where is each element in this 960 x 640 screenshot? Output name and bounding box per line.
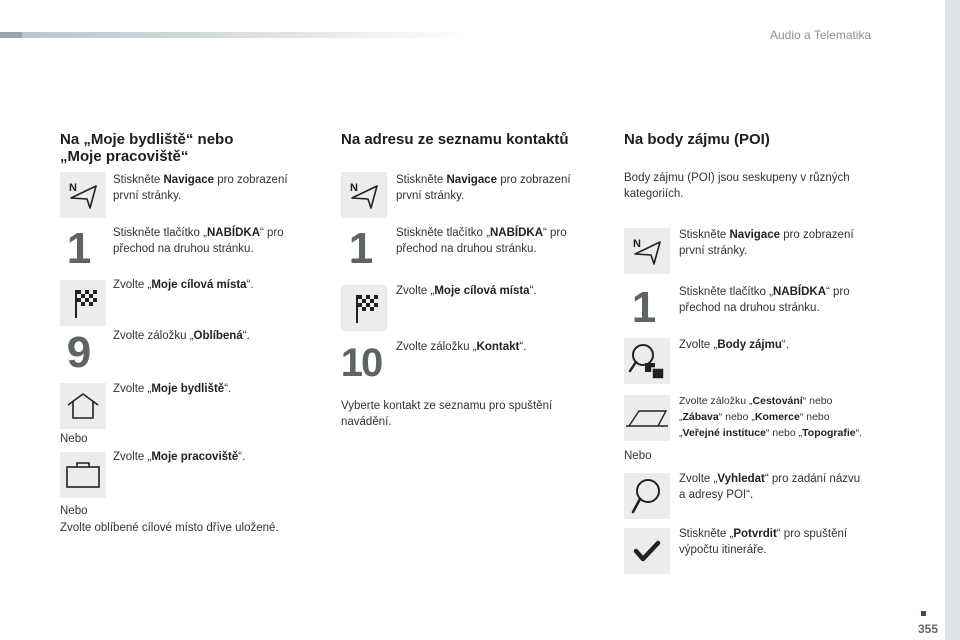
col3-step-search: Zvolte „Vyhledat“ pro zadání názvu a adresy POI“. [679, 473, 861, 501]
header-bar-accent [0, 32, 22, 38]
step-number: 9 [66, 328, 92, 377]
home-icon [60, 383, 106, 429]
col1-step-work: Zvolte „Moje pracoviště“. [113, 451, 246, 463]
col2-step-destinations: Zvolte „Moje cílová místa“. [396, 285, 537, 297]
road-category-icon [624, 395, 670, 441]
page-number: 355 [917, 622, 938, 636]
page-edge-bar [945, 0, 960, 640]
col1-last-note: Zvolte oblíbené cílové místo dříve uložené. [60, 522, 279, 534]
col1-step-home: Zvolte „Moje bydliště“. [113, 383, 232, 395]
col1-step-menu: Stiskněte tlačítko „NABÍDKA“ pro přechod na druhou stránku. [113, 227, 284, 255]
col3-title: Na body zájmu (POI) [624, 131, 770, 148]
navigation-icon [624, 228, 670, 274]
briefcase-icon [60, 452, 106, 498]
col2-step-contact: Zvolte záložku „Kontakt“. [396, 341, 527, 353]
col1-step-navigation: Stiskněte Navigace pro zobrazení první stránky. [113, 174, 288, 202]
section-title: Audio a Telematika [770, 28, 872, 42]
col1-title: Na „Moje bydliště“ nebo „Moje pracoviště“ [60, 131, 234, 165]
col3-step-navigation: Stiskněte Navigace pro zobrazení první stránky. [679, 229, 854, 257]
col3-step-confirm: Stiskněte „Potvrdit“ pro spuštění výpočtu itineráře. [679, 528, 848, 556]
checkered-flag-icon [341, 285, 387, 331]
col1-step-destinations: Zvolte „Moje cílová místa“. [113, 279, 254, 291]
step-number: 1 [66, 224, 92, 273]
svg-text:N: N [350, 182, 358, 194]
svg-text:N: N [69, 182, 77, 194]
header-bar [0, 32, 470, 38]
step-number: 1 [631, 283, 657, 332]
col2-step-menu: Stiskněte tlačítko „NABÍDKA“ pro přechod na druhou stránku. [396, 227, 567, 255]
checkmark-icon [624, 528, 670, 574]
col2-last-note: Vyberte kontakt ze seznamu pro spuštění navádění. [341, 400, 553, 428]
col2-step-navigation: Stiskněte Navigace pro zobrazení první stránky. [396, 174, 571, 202]
page-dot [921, 611, 926, 616]
checkered-flag-icon [60, 280, 106, 326]
step-number: 1 [348, 224, 374, 273]
col3-step-menu: Stiskněte tlačítko „NABÍDKA“ pro přechod na druhou stránku. [679, 286, 850, 314]
col3-or: Nebo [624, 450, 652, 462]
col3-step-category: Zvolte záložku „Cestování“ nebo „Zábava“ nebo „Komerce“ nebo „Veřejné instituce“ nebo „Topografie“. [679, 395, 863, 439]
col1-step-favorites: Zvolte záložku „Oblíbená“. [113, 330, 250, 342]
poi-search-icon [624, 338, 670, 384]
navigation-icon [341, 172, 387, 218]
navigation-icon [60, 172, 106, 218]
svg-text:N: N [633, 238, 641, 250]
col1-or: Nebo [60, 433, 88, 445]
col1-or-2: Nebo [60, 505, 88, 517]
step-number: 10 [340, 341, 382, 385]
col3-intro: Body zájmu (POI) jsou seskupeny v různých kategoriích. [624, 172, 850, 200]
col3-step-poi: Zvolte „Body zájmu“. [679, 339, 789, 351]
search-icon [624, 473, 670, 519]
col2-title: Na adresu ze seznamu kontaktů [341, 131, 569, 148]
